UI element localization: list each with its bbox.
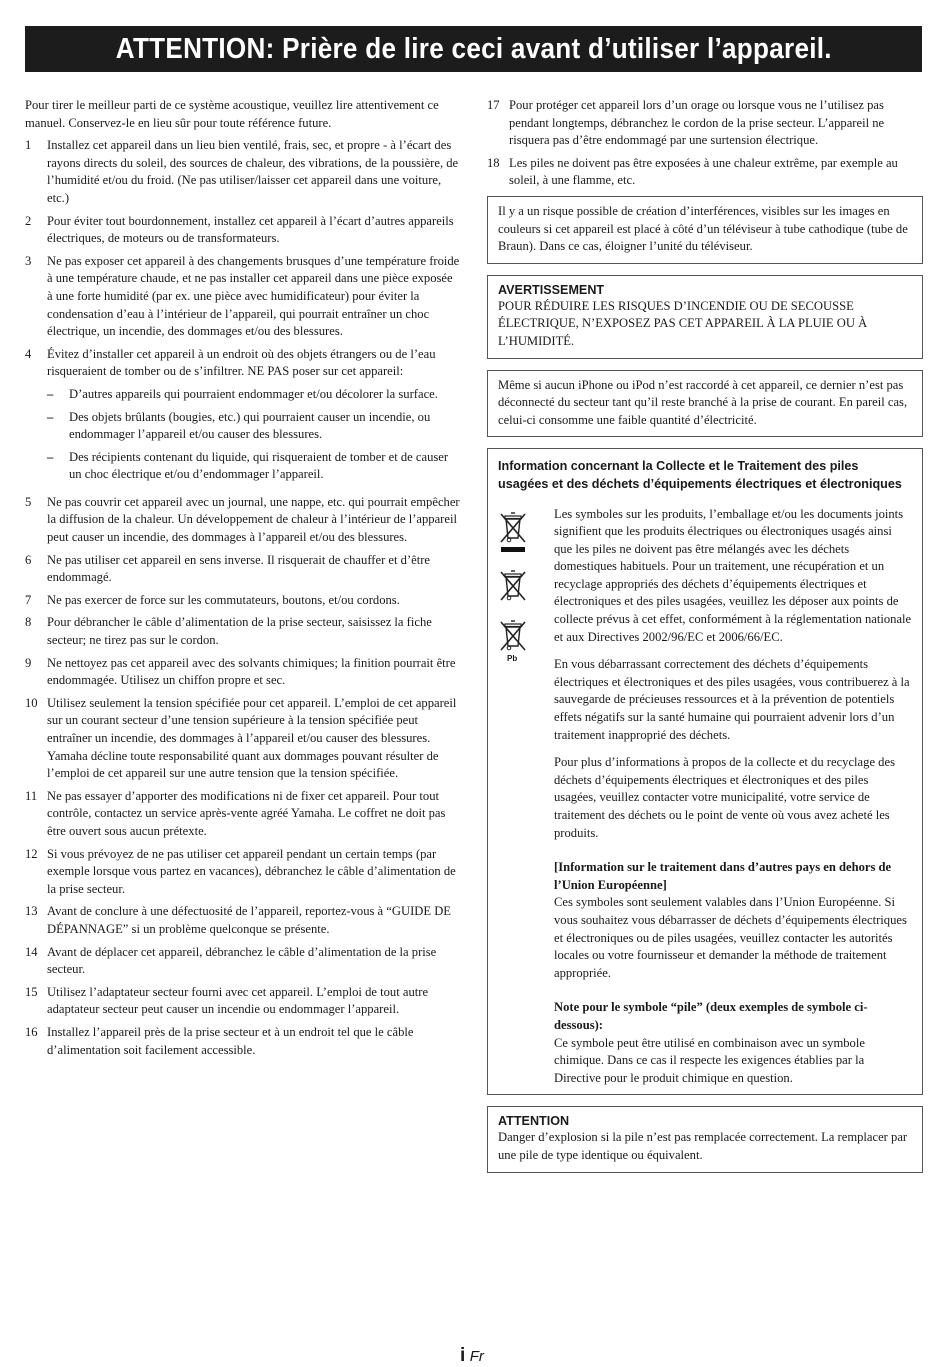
list-item	[25, 592, 461, 610]
item-content	[47, 695, 461, 783]
list-item	[487, 155, 923, 190]
item-number: 1	[25, 138, 32, 153]
dash-bullet: –	[47, 409, 54, 424]
item-content	[47, 614, 461, 649]
item-content	[47, 655, 461, 690]
item-content	[509, 97, 923, 150]
item-number: 3	[25, 253, 32, 268]
battery-note-text: Ce symbole peut être utilisé en combinaison avec un symbole chimique. Dans ce cas il respecte les exigences établies par la Directive pour le produit chimique en question.	[554, 1035, 865, 1085]
list-item	[25, 552, 461, 587]
item-text: Ne pas exposer cet appareil à des changements brusques d’une température froide à une température chaude, et ne pas installer cet appareil dans une pièce exposée à une forte humidité (par ex. une pièce avec humidificateur) pour éviter la condensation d’eau à l’intérieur de l’appareil, qui pourrait entraîner un choc électrique, un incendie, des dommages et/ou des blessures.	[47, 253, 460, 339]
item-number: 14	[25, 944, 38, 959]
safety-list-continued	[487, 97, 923, 190]
item-number: 10	[25, 695, 38, 710]
item-content	[47, 213, 461, 248]
weee-icons	[498, 506, 554, 1088]
sub-list-item	[47, 409, 461, 444]
sub-item-text: Des récipients contenant du liquide, qui risqueraient de tomber et de causer un choc électrique et/ou d’endommager l’appareil.	[69, 449, 449, 482]
item-number: 11	[25, 788, 38, 803]
warning-text: POUR RÉDUIRE LES RISQUES D’INCENDIE OU DE SECOUSSE ÉLECTRIQUE, N’EXPOSEZ PAS CET APPAREIL À LA PLUIE OU À L’HUMIDITÉ.	[498, 298, 868, 348]
item-number: 15	[25, 984, 38, 999]
item-content	[47, 984, 461, 1019]
intro-paragraph: Pour tirer le meilleur parti de ce système acoustique, veuillez lire attentivement ce manuel. Conservez-le en lieu sûr pour toute référence future.	[25, 98, 439, 130]
weee-paragraph-2: En vous débarrassant correctement des déchets d’équipements électriques et électroniques et des piles usagées, vous contribuerez à la sauvegarde de précieuses ressources et à la prévention de potentiels effets négatifs sur la santé humaine qui pourraient advenir lors d’un traitement inapproprié des déchets.	[554, 657, 910, 742]
item-text: Ne nettoyez pas cet appareil avec des solvants chimiques; la finition pourrait être endommagée. Utilisez un chiffon propre et sec.	[47, 655, 456, 688]
weee-title: Information concernant la Collecte et le Traitement des piles usagées et des déchets d’équipements électriques et électroniques	[498, 459, 902, 491]
item-content	[47, 944, 461, 979]
title-banner	[25, 26, 922, 72]
page-number: i	[460, 1345, 466, 1366]
list-item	[25, 1024, 461, 1059]
item-number: 9	[25, 655, 32, 670]
weee-other-countries-text: Ces symboles sont seulement valables dans l’Union Européenne. Si vous souhaitez vous débarrasser de déchets d’équipements électriques et électroniques ou de piles usagées, veuillez contacter les autorités locales ou votre fournisseur et demander la méthode de traitement appropriée.	[554, 895, 907, 980]
item-content	[47, 552, 461, 587]
item-content	[47, 846, 461, 899]
item-content	[47, 592, 461, 610]
safety-list	[25, 137, 461, 1059]
item-content	[47, 253, 461, 341]
language-code: Fr	[469, 1348, 484, 1365]
list-item	[25, 494, 461, 547]
item-text: Installez cet appareil dans un lieu bien ventilé, frais, sec, et propre - à l’écart des rayons directs du soleil, des sources de chaleur, des vibrations, de la poussière, de l’humidité et/ou du froid. (Ne pas utiliser/laisser cet appareil dans une voiture, etc.)	[47, 138, 459, 205]
item-content	[47, 346, 461, 489]
item-text: Avant de déplacer cet appareil, débranchez le câble d’alimentation de la prise secteur.	[47, 944, 437, 977]
crossed-bin-icon	[498, 568, 538, 604]
item-number: 6	[25, 552, 32, 567]
item-content	[47, 494, 461, 547]
caution-title: ATTENTION	[498, 1114, 570, 1129]
item-text: Évitez d’installer cet appareil à un endroit où des objets étrangers ou de l’eau risqueraient de tomber ou de s’infiltrer. NE PAS poser sur cet appareil:	[47, 346, 436, 379]
weee-paragraph-1: Les symboles sur les produits, l’emballage et/ou les documents joints signifient que les produits électriques ou électroniques usagés ainsi que les piles ne doivent pas être mélangés avec les déchets domestiques habituels. Pour un traitement, une récupération et un recyclage appropriés des déchets d’équipements électriques et électroniques et des piles usagées, veuillez les déposer aux points de collecte prévus à cet effet, conformément à la réglementation nationale et aux Directives 2002/96/EC et 2006/66/EC.	[554, 506, 912, 644]
item-number: 7	[25, 592, 32, 607]
item-text: Ne pas essayer d’apporter des modifications ni de fixer cet appareil. Pour tout contrôle, contactez un service après-vente agréé Yamaha. Le coffret ne doit pas être ouvert sous aucun prétexte.	[47, 788, 446, 838]
list-item	[487, 97, 923, 150]
tv-interference-text: Il y a un risque possible de création d’interférences, visibles sur les images en couleurs si cet appareil est placé à côté d’un téléviseur à tube cathodique (tube de Braun). Dans ce cas, éloigner l’unité du téléviseur.	[498, 203, 908, 254]
item-text: Utilisez l’adaptateur secteur fourni avec cet appareil. L’emploi de tout autre adaptateur secteur peut causer un incendie ou endommager l’appareil.	[47, 984, 429, 1017]
item-content	[509, 155, 923, 190]
item-number: 2	[25, 213, 32, 228]
item-text: Pour débrancher le câble d’alimentation de la prise secteur, saisissez la fiche secteur; ne tirez pas sur le cordon.	[47, 615, 432, 648]
item-text: Avant de conclure à une défectuosité de l’appareil, reportez-vous à “GUIDE DE DÉPANNAGE” si un problème quelconque se présente.	[47, 904, 451, 936]
page-title: ATTENTION: Prière de lire ceci avant d’utiliser l’appareil.	[115, 32, 832, 65]
dash-bullet: –	[47, 449, 54, 464]
item-text: Installez l’appareil près de la prise secteur et à un endroit tel que le câble d’alimentation soit facilement accessible.	[47, 1024, 414, 1057]
list-item	[25, 655, 461, 690]
list-item	[25, 903, 461, 938]
list-item	[25, 788, 461, 841]
list-item	[25, 137, 461, 207]
sub-list-item	[47, 386, 461, 404]
crossed-bin-bar-icon	[498, 510, 538, 554]
dash-bullet: –	[47, 386, 54, 401]
weee-other-countries-title: [Information sur le traitement dans d’autres pays en dehors de l’Union Européenne]	[554, 860, 892, 892]
list-item	[25, 346, 461, 489]
list-item	[25, 846, 461, 899]
caution-box	[487, 1106, 923, 1172]
item-content	[47, 903, 461, 938]
warning-box	[487, 275, 923, 359]
item-text: Les piles ne doivent pas être exposées à une chaleur extrême, par exemple au soleil, à une flamme, etc.	[509, 155, 898, 188]
battery-note-title: Note pour le symbole “pile” (deux exemples de symbole ci-dessous):	[554, 1000, 868, 1032]
item-number: 5	[25, 494, 32, 509]
item-number: 16	[25, 1024, 38, 1039]
ipod-notice-text: Même si aucun iPhone ou iPod n’est raccordé à cet appareil, ce dernier n’est pas déconnecté du secteur tant qu’il reste branché à la prise de courant. En pareil cas, celui-ci consomme une faible quantité d’électricité.	[498, 377, 908, 427]
sub-list	[47, 386, 461, 484]
left-column	[25, 97, 461, 1064]
item-number: 17	[487, 98, 500, 112]
item-text: Ne pas exercer de force sur les commutateurs, boutons, et/ou cordons.	[47, 592, 400, 607]
warning-title: AVERTISSEMENT	[498, 282, 605, 297]
ipod-notice-box	[487, 370, 923, 438]
pb-label: Pb	[507, 653, 518, 663]
item-content	[47, 137, 461, 207]
page-footer	[460, 1345, 484, 1367]
right-column	[487, 97, 923, 1184]
item-content	[47, 1024, 461, 1059]
item-number: 18	[487, 155, 500, 170]
list-item	[25, 614, 461, 649]
weee-text	[554, 506, 912, 1088]
sub-item-text: Des objets brûlants (bougies, etc.) qui pourraient causer un incendie, ou endommager l’appareil et/ou causer des blessures.	[69, 409, 431, 442]
list-item	[25, 253, 461, 341]
sub-list-item	[47, 449, 461, 484]
list-item	[25, 695, 461, 783]
tv-interference-box	[487, 196, 923, 264]
list-item	[25, 213, 461, 248]
item-text: Si vous prévoyez de ne pas utiliser cet appareil pendant un certain temps (par exemple lorsque vous partez en vacances), débranchez le câble d’alimentation de la prise secteur.	[47, 846, 456, 896]
item-text: Pour protéger cet appareil lors d’un orage ou lorsque vous ne l’utilisez pas pendant longtemps, débranchez le cordon de la prise secteur. L’appareil ne risquera pas d’être endommagé par une surtension électrique.	[509, 98, 885, 148]
item-text: Ne pas utiliser cet appareil en sens inverse. Il risquerait de chauffer et d’être endommagé.	[47, 552, 431, 585]
item-text: Ne pas couvrir cet appareil avec un journal, une nappe, etc. qui pourrait empêcher la diffusion de la chaleur. Un développement de chaleur à l’intérieur de l’appareil peut causer un incendie, des dommages à l’appareil et/ou des blessures.	[47, 494, 460, 545]
sub-item-text: D’autres appareils qui pourraient endommager et/ou décolorer la surface.	[69, 386, 438, 401]
caution-text: Danger d’explosion si la pile n’est pas remplacée correctement. La remplacer par une pile de type identique ou équivalent.	[498, 1130, 908, 1162]
item-number: 12	[25, 846, 38, 861]
weee-body	[498, 506, 912, 1088]
list-item	[25, 944, 461, 979]
crossed-bin-pb-icon	[498, 618, 538, 664]
item-number: 4	[25, 346, 32, 361]
item-number: 13	[25, 904, 38, 919]
weee-box	[487, 448, 923, 1095]
item-number: 8	[25, 615, 32, 630]
list-item	[25, 984, 461, 1019]
weee-paragraph-3: Pour plus d’informations à propos de la collecte et du recyclage des déchets d’équipements électriques et électroniques et des piles usagées, veuillez contacter votre municipalité, votre service de traitement des déchets ou le point de vente où vous avez acheté les produits.	[554, 755, 895, 840]
item-text: Utilisez seulement la tension spécifiée pour cet appareil. L’emploi de cet appareil sur un courant secteur d’une tension supérieure à la tension spécifiée peut entraîner un incendie, des dommages à l’appareil et/ou causer des blessures. Yamaha décline toute responsabilité quant aux dommages pouvant résulter de l’emploi de cet appareil sur une autre tension que la tension spécifiée.	[47, 695, 457, 781]
item-text: Pour éviter tout bourdonnement, installez cet appareil à l’écart d’autres appareils électriques, de moteurs ou de transformateurs.	[47, 213, 454, 246]
item-content	[47, 788, 461, 841]
